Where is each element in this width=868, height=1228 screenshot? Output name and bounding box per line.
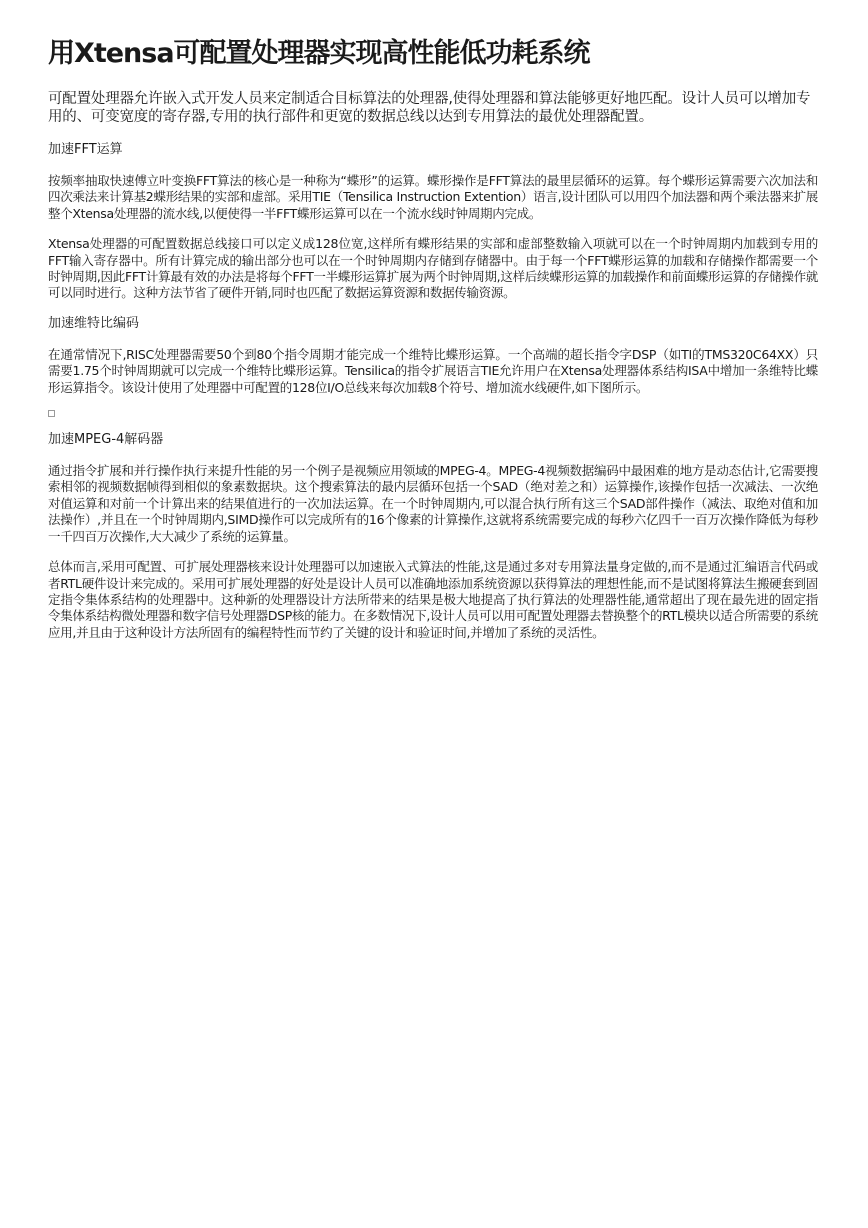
section-heading: 加速维特比编码 xyxy=(48,315,140,331)
section-heading: 加速MPEG-4解码器 xyxy=(48,432,164,448)
paragraph: 在通常情况下,RISC处理器需要50个到80个指令周期才能完成一个维特比蝶形运算。一个高端的超长指令字DSP（如TI的TMS320C64XX）只需要1.75个时钟周期就可以完成一个维特比蝶形运算。Tensilica的指令扩展语言TIE允许用户在Xtensa处理器体系结构ISA中增加一条维特比蝶形运算指令。该设计使用了处理器中可配置的128位I/O总线来每次加载8个符号、增加流水线硬件,如下图所示。 xyxy=(48,346,818,395)
paragraph: 通过指令扩展和并行操作执行来提升性能的另一个例子是视频应用领域的MPEG-4。MPEG-4视频数据编码中最困难的地方是动态估计,它需要搜索相邻的视频数据帧得到相似的象素数据块。这个搜索算法的最内层循环包括一个SAD（绝对差之和）运算操作,该操作包括一次减法、一次绝对值运算和对前一个计算出来的结果值进行的一次加法运算。在一个时钟周期内,可以混合执行所有这三个SAD部件操作（减法、取绝对值和加法操作）,并且在一个时钟周期内,SIMD操作可以完成所有的16个像素的计算操作,这就将系统需要完成的每秒六亿四千一百万次操作降低为每秒一千四百万次操作,大大减少了系统的运算量。 xyxy=(48,463,818,544)
broken-image-icon xyxy=(48,410,55,417)
section-mpeg4 xyxy=(48,432,818,641)
article xyxy=(48,34,818,655)
paragraph: 按频率抽取快速傅立叶变换FFT算法的核心是一种称为“蝶形”的运算。蝶形操作是FFT算法的最里层循环的运算。每个蝶形运算需要六次加法和四次乘法来计算基2蝶形结果的实部和虚部。采用TIE（Tensilica Instruction Extention）语言,设计团队可以用四个加法器和两个乘法器来扩展整个Xtensa处理器的流水线,以便使得一半FFT蝶形运算可以在一个流水线时钟周期内完成。 xyxy=(48,173,818,221)
paragraph: Xtensa处理器的可配置数据总线接口可以定义成128位宽,这样所有蝶形结果的实部和虚部整数输入项就可以在一个时钟周期内加载到专用的FFT输入寄存器中。所有计算完成的输出部分也可以在一个时钟周期内存储到存储器中。由于每一个FFT蝶形运算的加载和存储操作都需要一个时钟周期,因此FFT计算最有效的办法是将每个FFT一半蝶形运算扩展为两个时钟周期,这样后续蝶形运算的加载操作和前面蝶形运算的存储操作就可以同时进行。这种方法节省了硬件开销,同时也匹配了数据运算资源和数据传输资源。 xyxy=(48,236,818,301)
section-fft xyxy=(48,142,818,302)
section-viterbi xyxy=(48,316,818,417)
paragraph: 总体而言,采用可配置、可扩展处理器核来设计处理器可以加速嵌入式算法的性能,这是通过多对专用算法量身定做的,而不是通过汇编语言代码或者RTL硬件设计来完成的。采用可扩展处理器的好处是设计人员可以准确地添加系统资源以获得算法的理想性能,而不是试图将算法生搬硬套到固定指令集体系结构的处理器中。这种新的处理器设计方法所带来的结果是极大地提高了执行算法的处理器性能,通常超出了现在最先进的固定指令集体系结构微处理器和数字信号处理器DSP核的能力。在多数情况下,设计人员可以用可配置处理器去替换整个的RTL模块以适合所需要的系统应用,并且由于这种设计方法所固有的编程特性而节约了关键的设计和验证时间,并增加了系统的灵活性。 xyxy=(48,559,818,640)
page-title: 用Xtensa可配置处理器实现高性能低功耗系统 xyxy=(48,38,590,69)
intro-paragraph: 可配置处理器允许嵌入式开发人员来定制适合目标算法的处理器,使得处理器和算法能够更好地匹配。设计人员可以增加专用的、可变宽度的寄存器,专用的执行部件和更宽的数据总线以达到专用算法的最优处理器配置。 xyxy=(48,91,811,125)
section-heading: 加速FFT运算 xyxy=(48,142,123,157)
